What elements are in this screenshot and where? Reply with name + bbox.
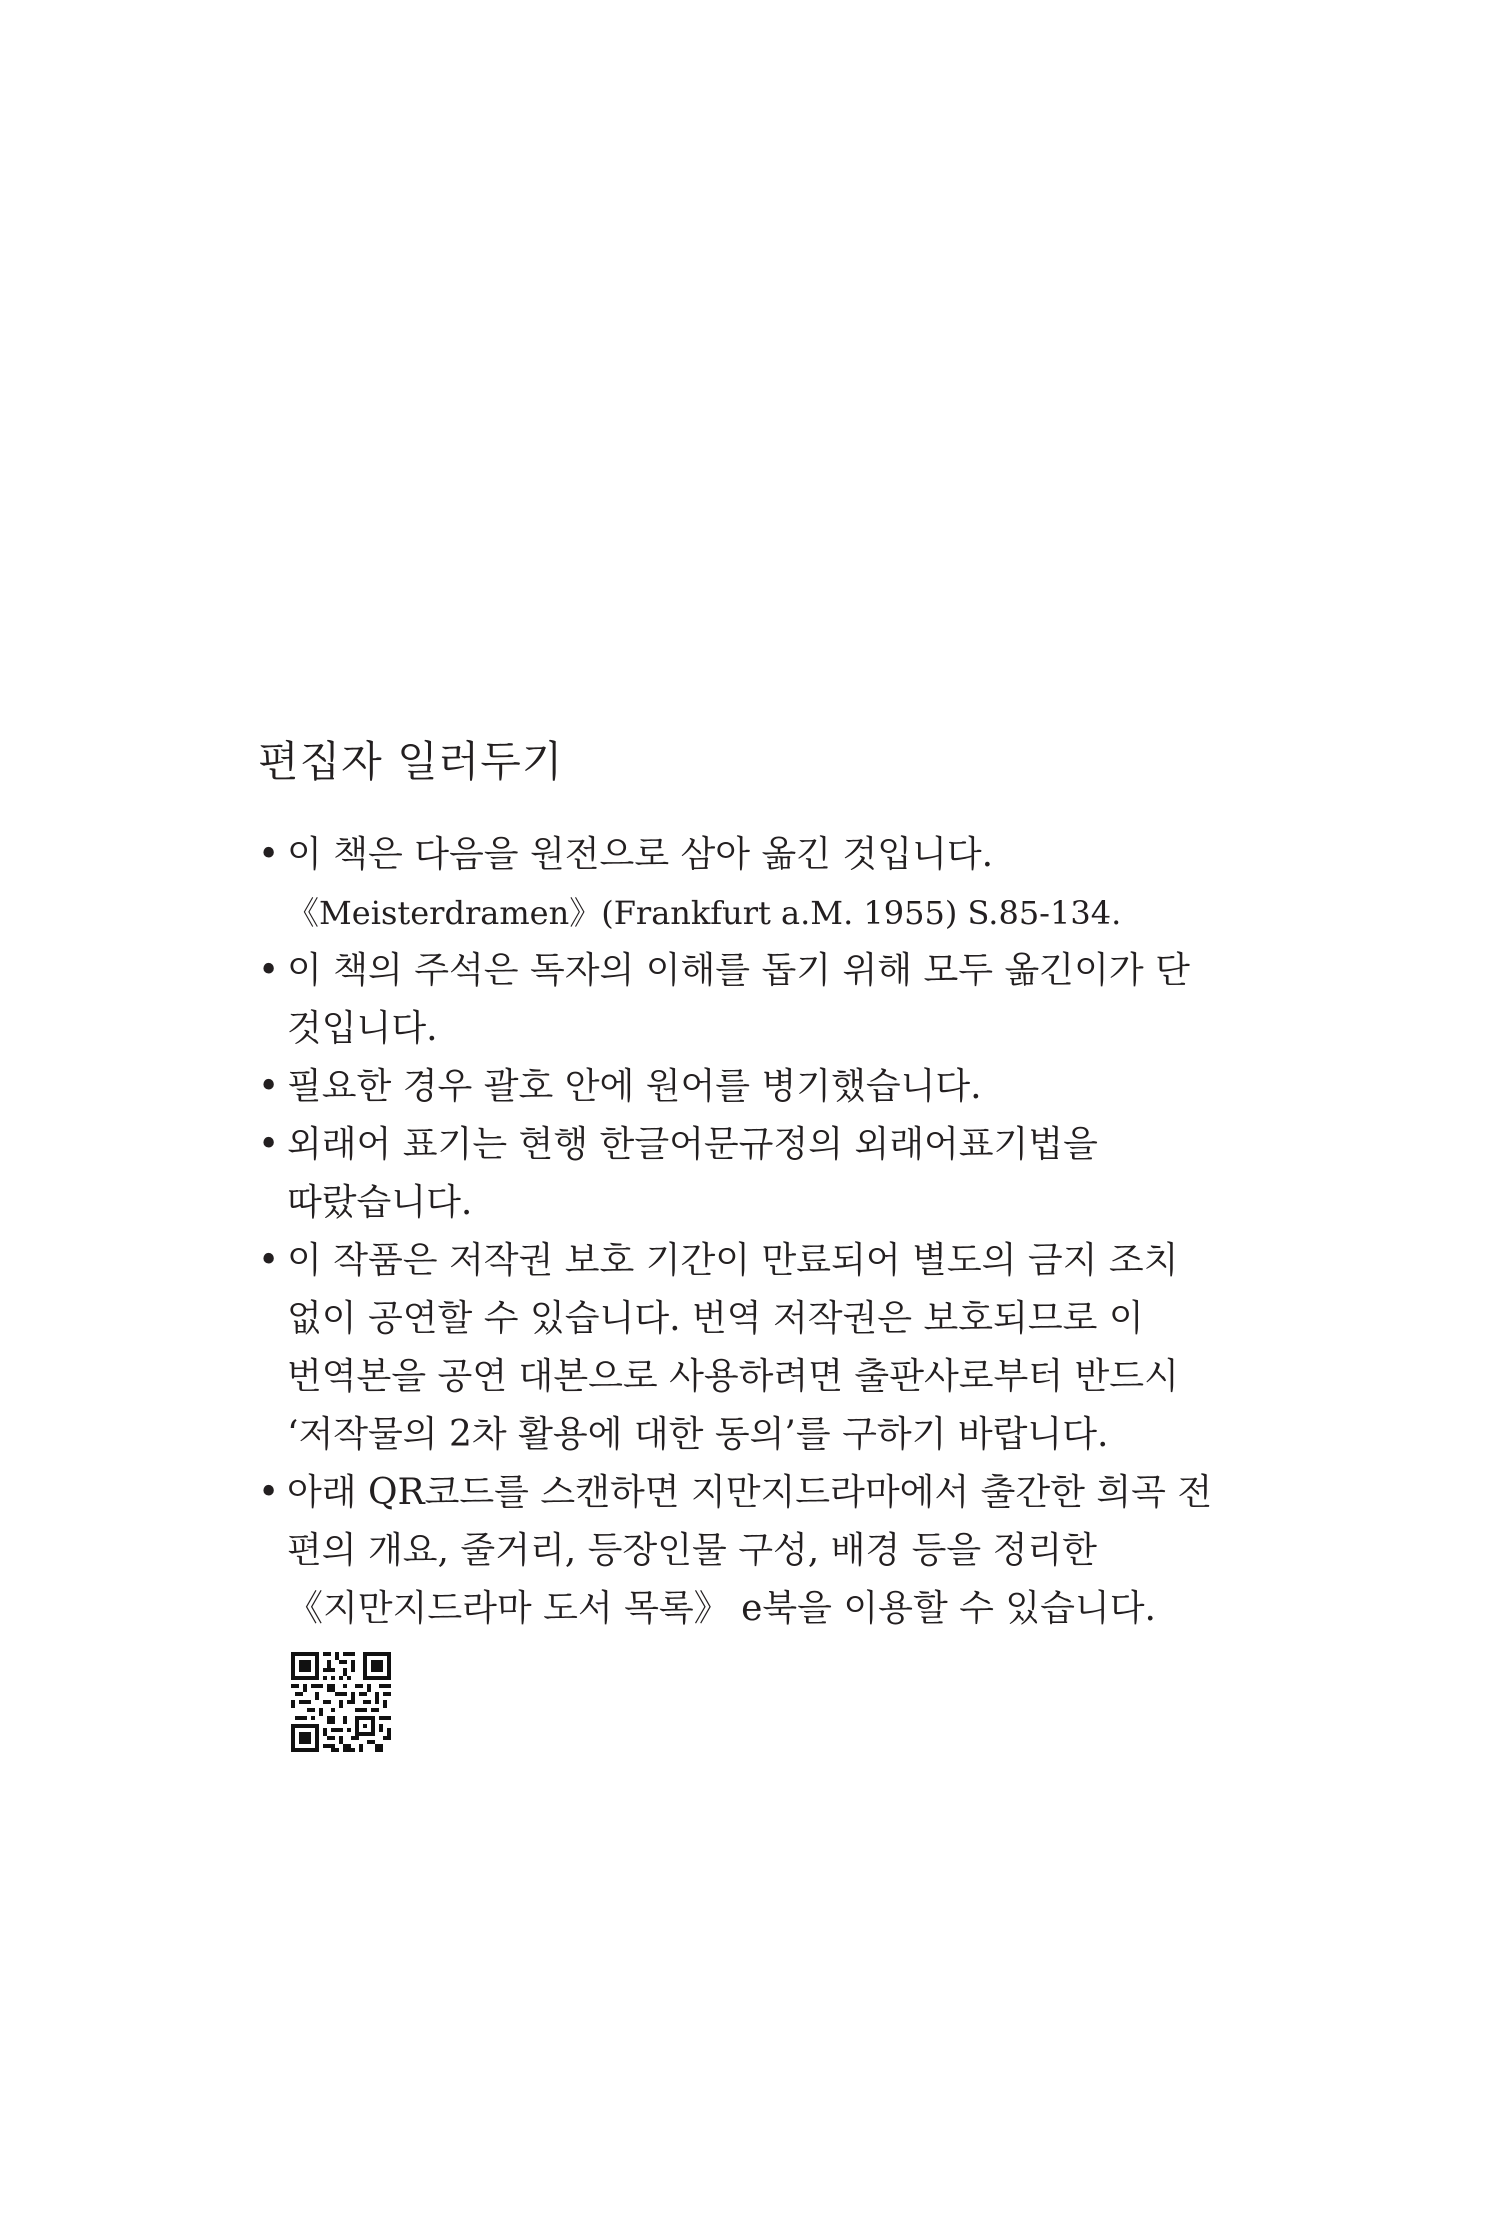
note-line: 이 책은 다음을 원전으로 삼아 옮긴 것입니다. — [287, 834, 994, 875]
bullet-icon: • — [258, 950, 280, 991]
bullet-icon: • — [258, 1240, 280, 1281]
note-item — [258, 942, 1258, 1058]
note-line: 이 작품은 저작권 보호 기간이 만료되어 별도의 금지 조치 — [287, 1240, 1179, 1281]
note-line: 편의 개요, 줄거리, 등장인물 구성, 배경 등을 정리한 — [287, 1530, 1097, 1571]
note-line: 이 책의 주석은 독자의 이해를 돕기 위해 모두 옮긴이가 단 — [287, 950, 1190, 991]
note-item — [258, 1116, 1258, 1232]
note-line: 《지만지드라마 도서 목록》 e북을 이용할 수 있습니다. — [287, 1588, 1156, 1629]
bullet-icon: • — [258, 1472, 280, 1513]
notes-list — [258, 826, 1258, 1638]
note-line: 필요한 경우 괄호 안에 원어를 병기했습니다. — [287, 1066, 982, 1107]
qr-code-icon — [291, 1652, 391, 1752]
bullet-icon: • — [258, 834, 280, 875]
source-citation: 《Meisterdramen》(Frankfurt a.M. 1955) S.85-134. — [287, 894, 1122, 932]
note-line: 없이 공연할 수 있습니다. 번역 저작권은 보호되므로 이 — [287, 1298, 1144, 1339]
note-line: 아래 QR코드를 스캔하면 지만지드라마에서 출간한 희곡 전 — [287, 1472, 1213, 1513]
page-title: 편집자 일러두기 — [258, 737, 564, 786]
note-item — [258, 1464, 1258, 1638]
note-line: 외래어 표기는 현행 한글어문규정의 외래어표기법을 — [287, 1124, 1098, 1165]
note-line: 따랐습니다. — [287, 1182, 473, 1223]
note-line: ‘저작물의 2차 활용에 대한 동의’를 구하기 바랍니다. — [287, 1414, 1109, 1455]
note-item — [258, 826, 1258, 942]
bullet-icon: • — [258, 1066, 280, 1107]
bullet-icon: • — [258, 1124, 280, 1165]
note-item — [258, 1058, 1258, 1116]
note-line: 것입니다. — [287, 1008, 438, 1049]
note-line: 번역본을 공연 대본으로 사용하려면 출판사로부터 반드시 — [287, 1356, 1179, 1397]
note-item — [258, 1232, 1258, 1464]
